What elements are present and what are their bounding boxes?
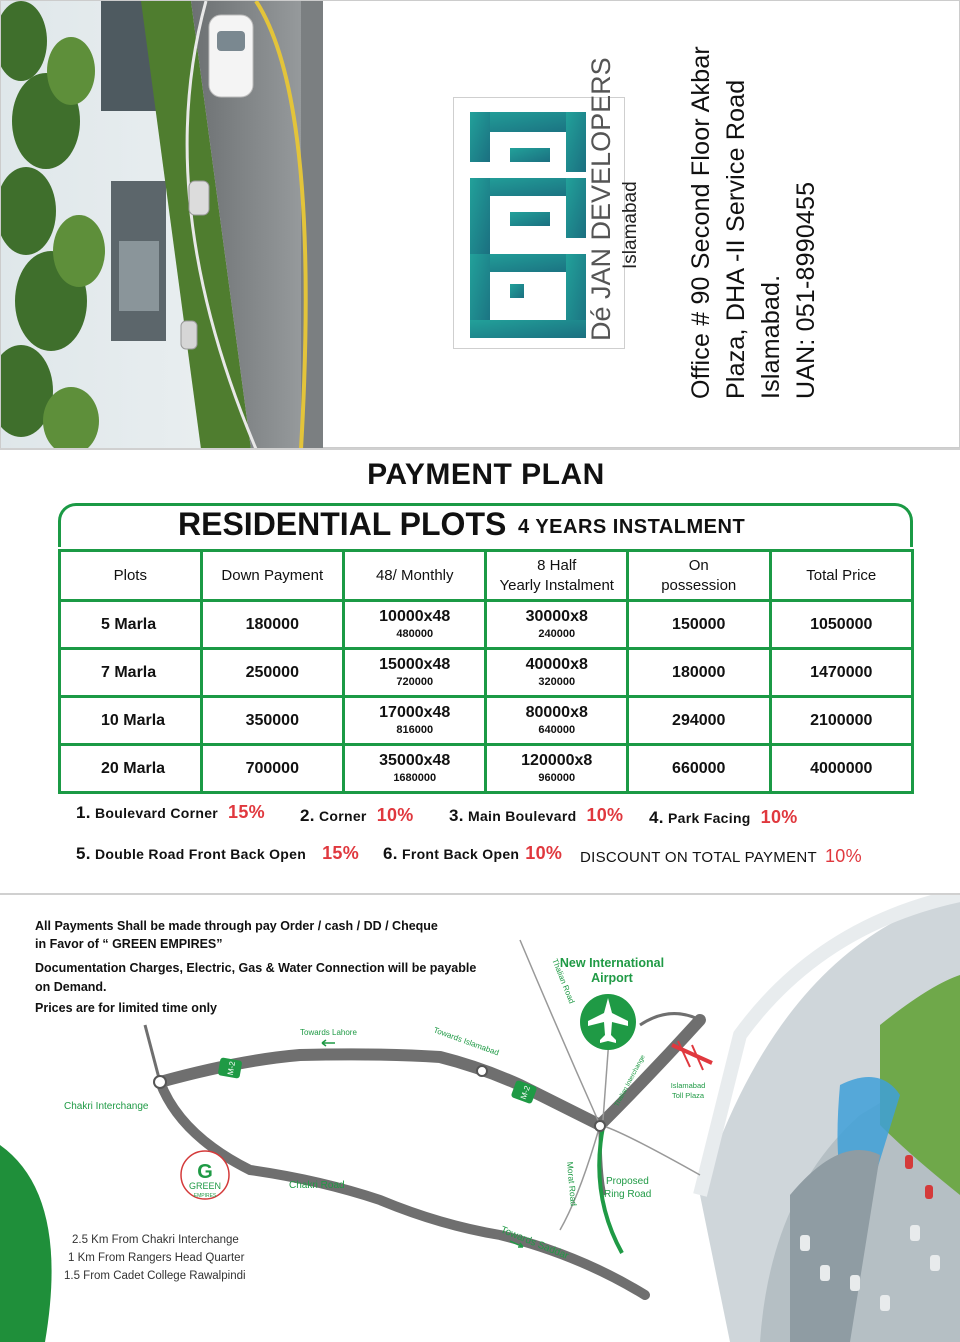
proposed-label: Proposed (606, 1176, 649, 1187)
monthly-total: 480000 (396, 628, 434, 640)
fold-line (0, 448, 960, 450)
premium-item (300, 805, 414, 826)
premium-label: Front Back Open (401, 846, 520, 862)
down-payment: 250000 (201, 649, 343, 697)
address-line-2: Plaza, DHA -II Service Road (722, 79, 750, 399)
toll-plaza-label-line-2: Toll Plaza (671, 1091, 705, 1100)
distance-note: 1 Km From Rangers Head Quarter (68, 1252, 245, 1264)
towards-islamabad-label: Towards Islamabad (432, 1025, 501, 1058)
monthly-amount: 10000x48 (379, 608, 451, 625)
premium-label: Corner (318, 808, 367, 824)
logo-green-text: GREEN (188, 1181, 222, 1191)
premium-item (449, 805, 623, 826)
m2-label: M-2 (518, 1084, 532, 1101)
address-line-3: Islamabad. (757, 274, 785, 399)
down-payment: 350000 (201, 697, 343, 745)
developer-city: Islamabad (620, 181, 641, 269)
phone-number: UAN: 051-8990455 (792, 181, 820, 399)
chakri-interchange-label: Chakri Interchange (64, 1101, 149, 1112)
premium-percent: 15% (228, 802, 265, 822)
header-on-possession (627, 551, 770, 601)
building-render (700, 895, 960, 1342)
half-yearly-total: 640000 (538, 724, 576, 736)
premium-item (649, 807, 798, 828)
road-photo-illustration (1, 1, 323, 449)
half-yearly-amount: 120000x8 (521, 752, 593, 769)
monthly-instalment (343, 745, 486, 793)
instalment-term: 4 YEARS INSTALMENT (518, 516, 746, 538)
half-yearly-instalment (486, 649, 628, 697)
total-price: 4000000 (770, 745, 912, 793)
header-half-line-1: 8 Half (537, 556, 577, 574)
header-down-payment: Down Payment (201, 551, 343, 601)
documentation-note-line-1: Documentation Charges, Electric, Gas & Water Connection will be payable (35, 961, 477, 975)
header-possession-line-2: possession (661, 576, 737, 594)
premium-number: 5. (76, 844, 91, 863)
green-corner-decoration (0, 1145, 52, 1342)
minor-road (600, 1125, 700, 1175)
table-header-row (60, 551, 913, 601)
table-row (60, 697, 913, 745)
premium-percent: 10% (586, 805, 624, 825)
plot-size: 10 Marla (60, 697, 202, 745)
monthly-instalment (343, 649, 486, 697)
ring-road-label: Ring Road (604, 1189, 652, 1200)
airport-icon (580, 994, 636, 1050)
discount-note (580, 846, 862, 867)
half-yearly-amount: 30000x8 (525, 608, 588, 625)
table-row (60, 649, 913, 697)
limited-time-note: Prices are for limited time only (35, 1001, 218, 1015)
premium-number: 2. (300, 806, 315, 825)
minor-road (560, 1125, 600, 1230)
monthly-amount: 15000x48 (379, 656, 451, 673)
svg-text:G: G (197, 1161, 213, 1183)
m2-badge (218, 1057, 243, 1079)
on-possession: 150000 (627, 601, 770, 649)
on-possession: 660000 (627, 745, 770, 793)
monthly-amount: 35000x48 (379, 752, 451, 769)
premium-number: 1. (76, 803, 91, 822)
header-plots: Plots (60, 551, 202, 601)
distance-note: 2.5 Km From Chakri Interchange (72, 1234, 239, 1246)
towards-lahore-label: Towards Lahore (300, 1028, 357, 1037)
premium-number: 4. (649, 808, 664, 827)
down-payment: 180000 (201, 601, 343, 649)
plot-size: 5 Marla (60, 601, 202, 649)
thalian-interchange-node (595, 1121, 605, 1131)
monthly-total: 1680000 (393, 772, 437, 784)
m2-label: M-2 (225, 1060, 238, 1076)
thalian-interchange-label: Thalian Interchange (613, 1053, 647, 1108)
premium-number: 6. (383, 844, 398, 863)
airport-label: New International (559, 956, 665, 970)
towards-saddar-label: Towards Saddar (498, 1224, 571, 1262)
payment-plan-title: PAYMENT PLAN (367, 458, 605, 491)
half-yearly-instalment (486, 745, 628, 793)
total-price: 1050000 (770, 601, 912, 649)
premium-label: Park Facing (667, 810, 751, 826)
half-yearly-amount: 80000x8 (525, 704, 588, 721)
premium-label: Main Boulevard (467, 808, 577, 824)
plot-size: 20 Marla (60, 745, 202, 793)
premium-percent: 10% (760, 807, 798, 827)
chakri-interchange-node (154, 1076, 166, 1088)
distance-note: 1.5 From Cadet College Rawalpindi (64, 1270, 246, 1282)
payment-note-line-1: All Payments Shall be made through pay Order / cash / DD / Cheque (35, 919, 438, 933)
premium-label: Double Road Front Back Open (94, 846, 307, 862)
discount-percent: 10% (824, 846, 862, 866)
half-yearly-total: 960000 (538, 772, 576, 784)
premium-number: 3. (449, 806, 464, 825)
arrow-icon (322, 1040, 335, 1046)
premium-percent: 15% (322, 843, 360, 863)
residential-plots-heading: RESIDENTIAL PLOTS (178, 506, 507, 542)
header-total-price: Total Price (770, 551, 912, 601)
plot-size: 7 Marla (60, 649, 202, 697)
premium-item (383, 843, 562, 864)
header-possession-line-1: On (688, 556, 709, 574)
chakri-road-label: Chakri Road (289, 1180, 345, 1191)
table-row (60, 601, 913, 649)
monthly-amount: 17000x48 (379, 704, 451, 721)
toll-plaza-label: Islamabad (670, 1081, 706, 1090)
chakri-link-road (145, 1025, 160, 1082)
half-yearly-instalment (486, 697, 628, 745)
payment-plan-table (58, 549, 914, 794)
payment-note-line-2: in Favor of “ GREEN EMPIRES” (35, 937, 223, 951)
table-row (60, 745, 913, 793)
monthly-total: 816000 (396, 724, 434, 736)
documentation-note-line-2: on Demand. (35, 980, 107, 994)
developer-name: Dé JAN DEVELOPERS (586, 57, 616, 341)
premium-percent: 10% (376, 805, 414, 825)
developer-logo-mark (470, 112, 586, 338)
green-empires-logo (181, 1151, 229, 1199)
half-yearly-instalment (486, 601, 628, 649)
monthly-instalment (343, 697, 486, 745)
premium-label: Boulevard Corner (94, 805, 219, 821)
header-half-yearly (486, 551, 628, 601)
airport-label-line-2: Airport (591, 971, 633, 985)
interchange-node (477, 1066, 487, 1076)
morat-road-label: Morat Road (565, 1161, 579, 1207)
premium-percent: 10% (525, 843, 563, 863)
on-possession: 294000 (627, 697, 770, 745)
total-price: 1470000 (770, 649, 912, 697)
premium-item (76, 843, 359, 864)
total-price: 2100000 (770, 697, 912, 745)
on-possession: 180000 (627, 649, 770, 697)
discount-label: DISCOUNT ON TOTAL PAYMENT (580, 849, 817, 866)
half-yearly-total: 320000 (538, 676, 576, 688)
header-half-line-2: Yearly Instalment (499, 576, 614, 594)
brochure-cover (0, 0, 960, 448)
logo-empires-text: EMPIRES (193, 1193, 217, 1199)
monthly-total: 720000 (396, 676, 434, 688)
down-payment: 700000 (201, 745, 343, 793)
monthly-instalment (343, 601, 486, 649)
half-yearly-amount: 40000x8 (525, 656, 588, 673)
header-monthly: 48/ Monthly (343, 551, 486, 601)
address-line-1: Office # 90 Second Floor Akbar (687, 46, 715, 399)
road-photo (1, 1, 323, 449)
thalian-road-label: Thalian Road (550, 957, 577, 1005)
half-yearly-total: 240000 (538, 628, 576, 640)
premium-item (76, 802, 265, 823)
